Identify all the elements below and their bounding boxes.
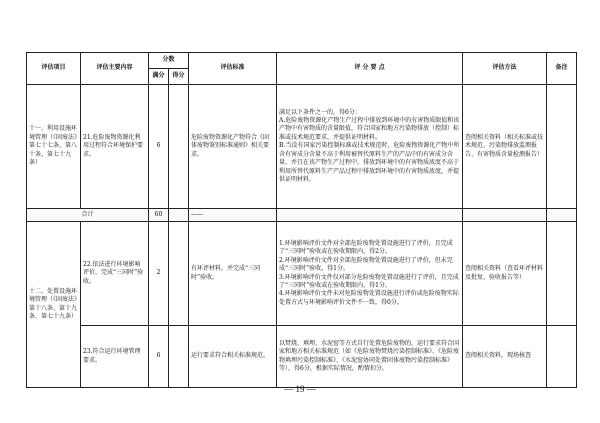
- header-full-score: 满分: [149, 69, 169, 85]
- row21-got-score: [169, 85, 189, 209]
- row21-standard: 危险废物资源化产物符合《固体废物鉴别标准通则》相关要求。: [189, 85, 277, 209]
- row21-method: 查阅相关资料（相关标准或技术规范、污染物排放监测报告、有害物质含量检测报告）: [463, 85, 547, 209]
- row22-point: 1.环境影响评价文件对全部危险废物处置设施进行了评价，且完成了“三同时”验收或在验收期限内，得2分。: [279, 239, 453, 256]
- row22-full-score: 2: [149, 222, 169, 326]
- subtotal-value: 60: [149, 209, 169, 222]
- header-content: 评估主要内容: [81, 53, 149, 85]
- row22-standard: 有环评材料，并完成“三同时”验收。: [189, 222, 277, 326]
- header-standard: 评估标准: [189, 53, 277, 85]
- header-method: 评估方法: [463, 53, 547, 85]
- row22-points: [277, 222, 463, 326]
- row22-remark: [547, 222, 577, 326]
- row21-point: B.当没有国家污染控制标准或技术规范时，危险废物资源化产物中所含有害成分含量不高于利用被替代原料生产的产品中的有害成分含量，并且在该产物生产过程中，排放到环境中的有害物质浓度不高于利用所替代原料生产产品过程中排放到环境中的有害物质浓度，并提供证明材料。: [279, 142, 460, 183]
- row23-got-score: [169, 326, 189, 388]
- header-got-score: 得分: [169, 69, 189, 85]
- row21-point: A.危险废物资源化产物生产过程中排放到环境中的有害物质限值和该产物中有害物质的含量限值，符合国家和地方污染物排放（控制）标准或技术规范要求，并提供证明材料。: [279, 117, 460, 141]
- row22-point: 2.环境影响评价文件对全部危险废物处置设施进行了评价，但未完成“三同时”验收，得1分。: [279, 256, 453, 273]
- row21-content: 21.危险废物资源化利用过程符合环境保护要求。: [81, 85, 149, 209]
- row21-points: [277, 85, 463, 209]
- row21-remark: [547, 85, 577, 209]
- subtotal-row: [27, 209, 577, 222]
- subtotal-dash: ——: [189, 209, 277, 222]
- header-row: [27, 53, 577, 69]
- subtotal-empty: [277, 209, 463, 222]
- row23-method: 查阅相关资料，现场核查: [463, 326, 547, 388]
- row23-content: 23.符合运行环境管理要求。: [81, 326, 149, 388]
- row23-remark: [547, 326, 577, 388]
- subtotal-label: 合计: [27, 209, 149, 222]
- header-score: 分数: [149, 53, 189, 69]
- header-item: 评估项目: [27, 53, 81, 85]
- row23-standard: 运行要求符合相关标准规范。: [189, 326, 277, 388]
- row21-point: 满足以下条件之一的，得6分：: [279, 108, 361, 116]
- row22-method: 查阅相关资料（查看环评材料及批复、验收报告等）: [463, 222, 547, 326]
- row23-point: 以焚烧、填埋、水泥窑等方式自行处置危险废物的，运行要求符合国家和地方相关标准规范（如《危险废物焚烧污染控制标准》、《危险废物填埋污染控制标准》、《水泥窑协同处置固体废物污染控制标准》等），得6分，根据实际情况，酌情扣分。: [279, 339, 460, 372]
- header-points: 评 分 要 点: [277, 53, 463, 85]
- header-remark: 备注: [547, 53, 577, 85]
- page-number: — 19 —: [284, 384, 316, 394]
- assessment-table: [26, 52, 577, 388]
- section11-item: 十一、利用设施环境管理（《固废法》第七十七条、第八十条、第七十九条）: [27, 85, 81, 209]
- row23-points: [277, 326, 463, 388]
- row22-point: 4.环境影响评价文件未对危险废物处置设施进行评价或危险废物实际处置方式与环境影响评价文件不一致，得0分。: [279, 290, 459, 306]
- subtotal-got: [169, 209, 189, 222]
- table-row-22: [27, 222, 577, 326]
- row22-point: 3.环境影响评价文件仅对部分危险废物处置设施进行了评价，且完成了“三同时”验收或在验收期限内，得1分。: [279, 273, 459, 289]
- row21-full-score: 6: [149, 85, 169, 209]
- section12-item: 十二、处置设施环境管理（《固废法》第十八条、第十九条、第七十九条）: [27, 222, 81, 388]
- subtotal-empty: [463, 209, 547, 222]
- subtotal-empty: [547, 209, 577, 222]
- row22-content: 22.依法进行环境影响评价，完成“三同时”验收。: [81, 222, 149, 326]
- row22-got-score: [169, 222, 189, 326]
- table-row-21: [27, 85, 577, 209]
- row23-full-score: 6: [149, 326, 169, 388]
- table-row-23: [27, 326, 577, 388]
